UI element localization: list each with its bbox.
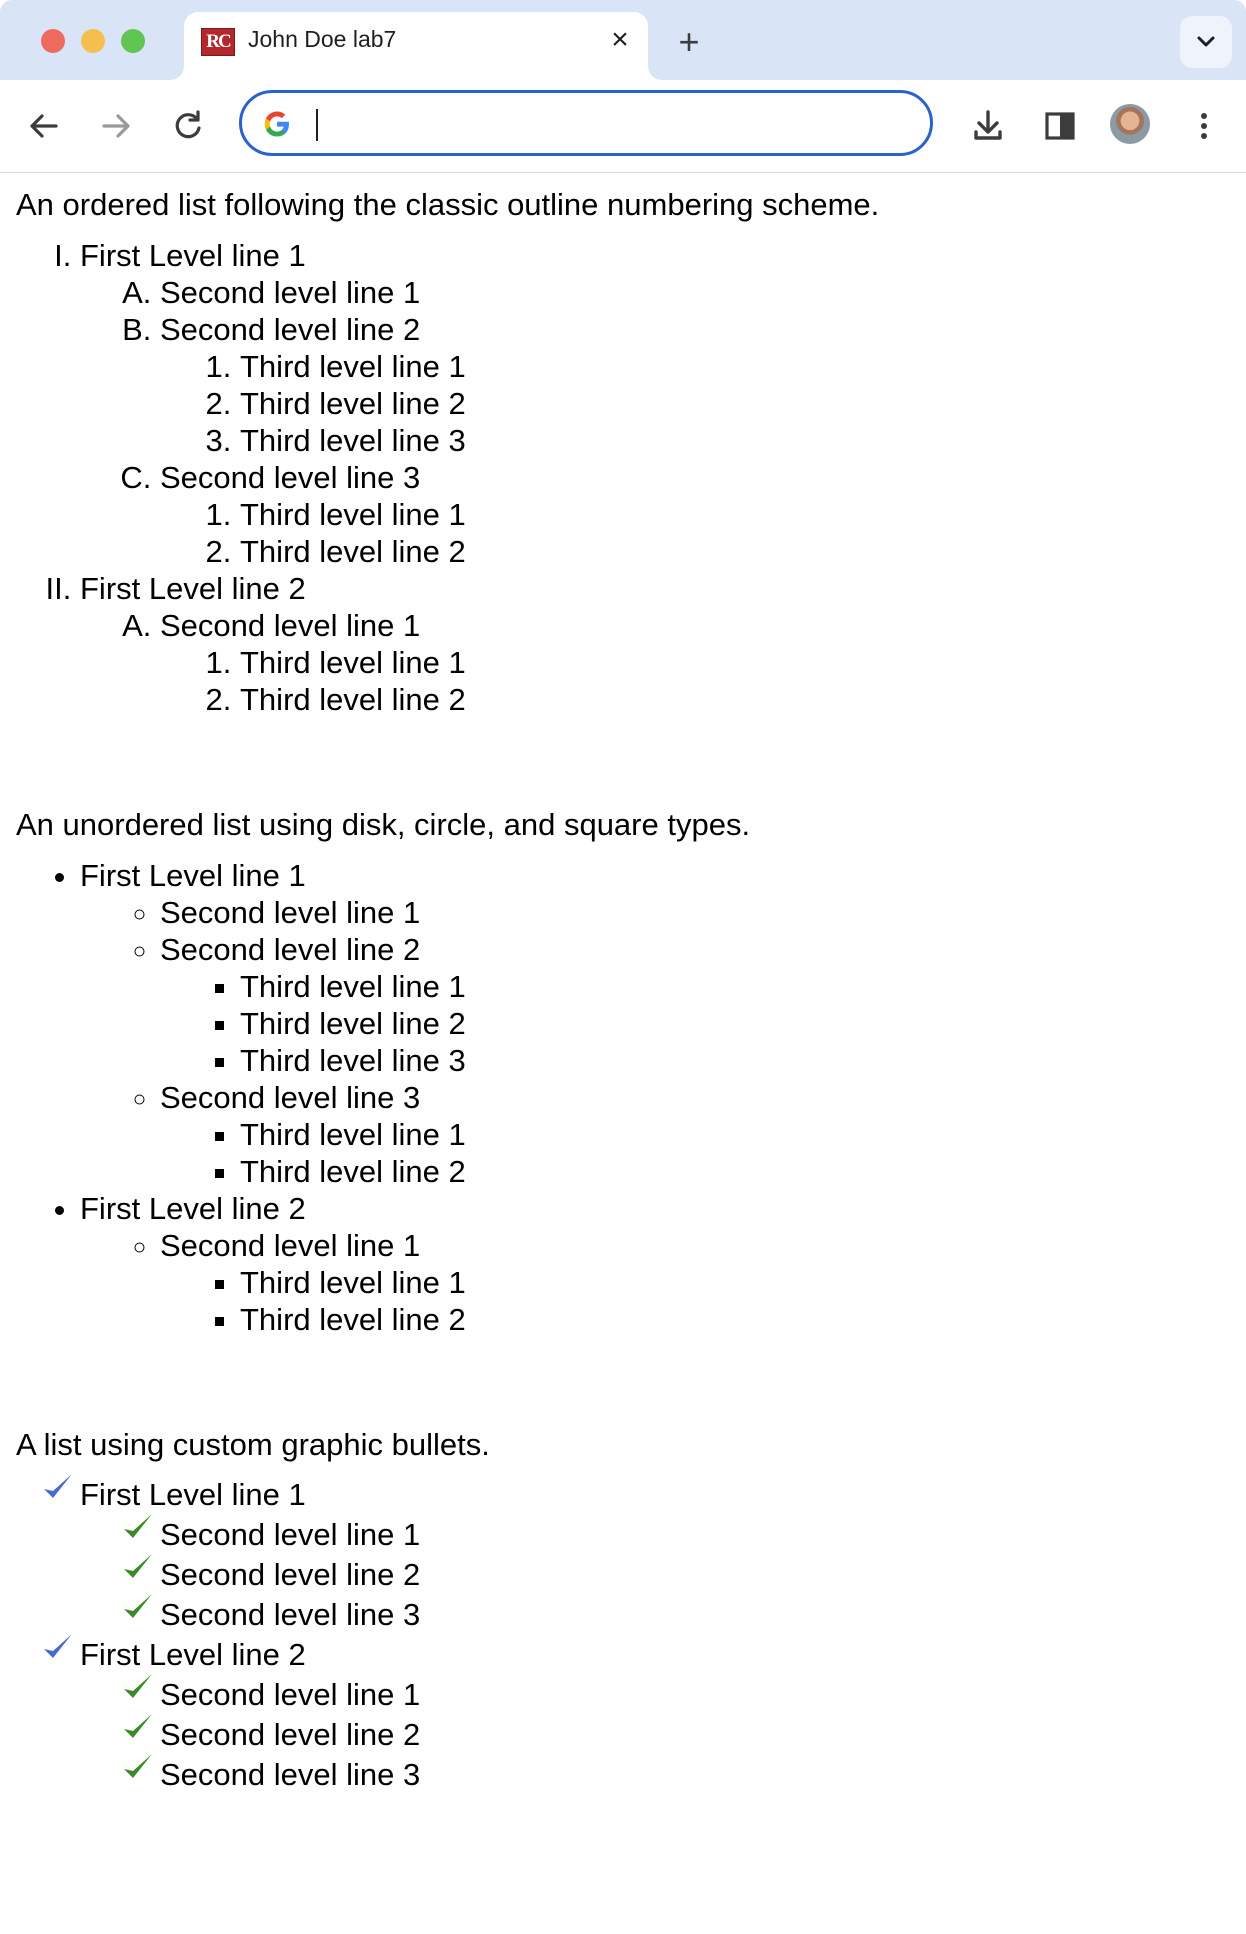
downloads-button[interactable] [966,104,1010,148]
list-item: I. First Level line 1 A. Second level line 1 B. Second level line 2 1. Third level line 1 2. Third level line 2 3. Third level line 3 C. Second level line 3 1. Third level line 1 2. Third level line 2 [80,237,1246,570]
checkmark-icon [120,1589,156,1625]
browser-tab-active[interactable] [184,12,648,80]
list-item: ◦ Second level line 1 ▪ Third level line 1 ▪ Third level line 2 [160,1227,1246,1338]
list-item: A. Second level line 1 [160,274,1246,311]
list-item: B. Second level line 2 1. Third level line 1 2. Third level line 2 3. Third level line 3 [160,311,1246,459]
ordered-list-intro: An ordered list following the classic outline numbering scheme. [16,187,880,222]
more-vertical-icon [1182,104,1226,148]
list-item: Second level line 2 [160,1555,1246,1595]
list-item: • First Level line 2 ◦ Second level line 1 ▪ Third level line 1 ▪ Third level line 2 [80,1190,1246,1338]
minimize-window-button[interactable] [81,29,105,53]
list-item: ▪ Third level line 1 [240,968,1246,1005]
checkmark-icon [120,1509,156,1545]
list-item: 1. Third level line 1 [240,348,1246,385]
arrow-left-icon [22,104,66,148]
arrow-right-icon [94,104,138,148]
list-item: A. Second level line 1 1. Third level line 1 2. Third level line 2 [160,607,1246,718]
side-panel-button[interactable] [1038,104,1082,148]
unordered-list [0,857,1246,1338]
profile-avatar[interactable] [1110,104,1150,144]
list-item: Second level line 3 [160,1595,1246,1635]
browser-toolbar [0,80,1246,173]
unordered-list-intro: An unordered list using disk, circle, and square types. [16,807,751,842]
list-item: Second level line 2 [160,1715,1246,1755]
list-item: 2. Third level line 2 [240,681,1246,718]
side-panel-icon [1038,104,1082,148]
list-item: ◦ Second level line 2 ▪ Third level line 1 ▪ Third level line 2 ▪ Third level line 3 [160,931,1246,1079]
list-item: II. First Level line 2 A. Second level line 1 1. Third level line 1 2. Third level line 2 [80,570,1246,718]
reload-button[interactable] [166,104,210,148]
close-tab-icon[interactable]: × [611,23,629,56]
list-item: ▪ Third level line 3 [240,1042,1246,1079]
close-window-button[interactable] [41,29,65,53]
maximize-window-button[interactable] [121,29,145,53]
list-item: Second level line 1 [160,1675,1246,1715]
download-icon [966,104,1010,148]
checkmark-icon [120,1549,156,1585]
list-item: 2. Third level line 2 [240,385,1246,422]
address-bar[interactable] [239,90,933,156]
chevron-down-icon [1180,16,1232,68]
google-g-icon [262,109,292,139]
list-item: First Level line 1 Second level line 1 Second level line 2 Second level line 3 [80,1475,1246,1635]
list-item: ◦ Second level line 1 [160,894,1246,931]
list-item: ▪ Third level line 1 [240,1264,1246,1301]
list-item: ▪ Third level line 2 [240,1301,1246,1338]
new-tab-button[interactable]: + [678,21,700,62]
forward-button[interactable] [94,104,138,148]
reload-icon [166,104,210,148]
list-item: ▪ Third level line 2 [240,1153,1246,1190]
list-item: Second level line 1 [160,1515,1246,1555]
list-item: 1. Third level line 1 [240,644,1246,681]
back-button[interactable] [22,104,66,148]
checkmark-icon [120,1669,156,1705]
list-item: ▪ Third level line 1 [240,1116,1246,1153]
ordered-outline-list [0,237,1246,718]
list-item: 1. Third level line 1 [240,496,1246,533]
browser-title-bar [0,0,1246,80]
list-item: Second level line 3 [160,1755,1246,1795]
list-item: 3. Third level line 3 [240,422,1246,459]
site-favicon-icon: RC [201,28,235,56]
list-item: 2. Third level line 2 [240,533,1246,570]
custom-list-intro: A list using custom graphic bullets. [16,1427,490,1462]
checkmark-icon [120,1749,156,1785]
page-content [0,172,1246,1795]
checkmark-icon [40,1469,76,1505]
browser-menu-button[interactable] [1182,104,1226,148]
checkmark-icon [120,1709,156,1745]
list-item: C. Second level line 3 1. Third level line 1 2. Third level line 2 [160,459,1246,570]
list-item: ◦ Second level line 3 ▪ Third level line 1 ▪ Third level line 2 [160,1079,1246,1190]
checkmark-icon [40,1629,76,1665]
tab-title: John Doe lab7 [248,26,397,52]
list-item: ▪ Third level line 2 [240,1005,1246,1042]
text-caret [316,109,318,141]
custom-bullet-list [0,1475,1246,1795]
tab-search-button[interactable] [1180,16,1232,68]
list-item: • First Level line 1 ◦ Second level line 1 ◦ Second level line 2 ▪ Third level line 1 ▪ Third level line 2 ▪ Third level line 3 ◦ Second level line 3 ▪ Third level line 1 ▪ Third level line 2 [80,857,1246,1190]
list-item: First Level line 2 Second level line 1 Second level line 2 Second level line 3 [80,1635,1246,1795]
